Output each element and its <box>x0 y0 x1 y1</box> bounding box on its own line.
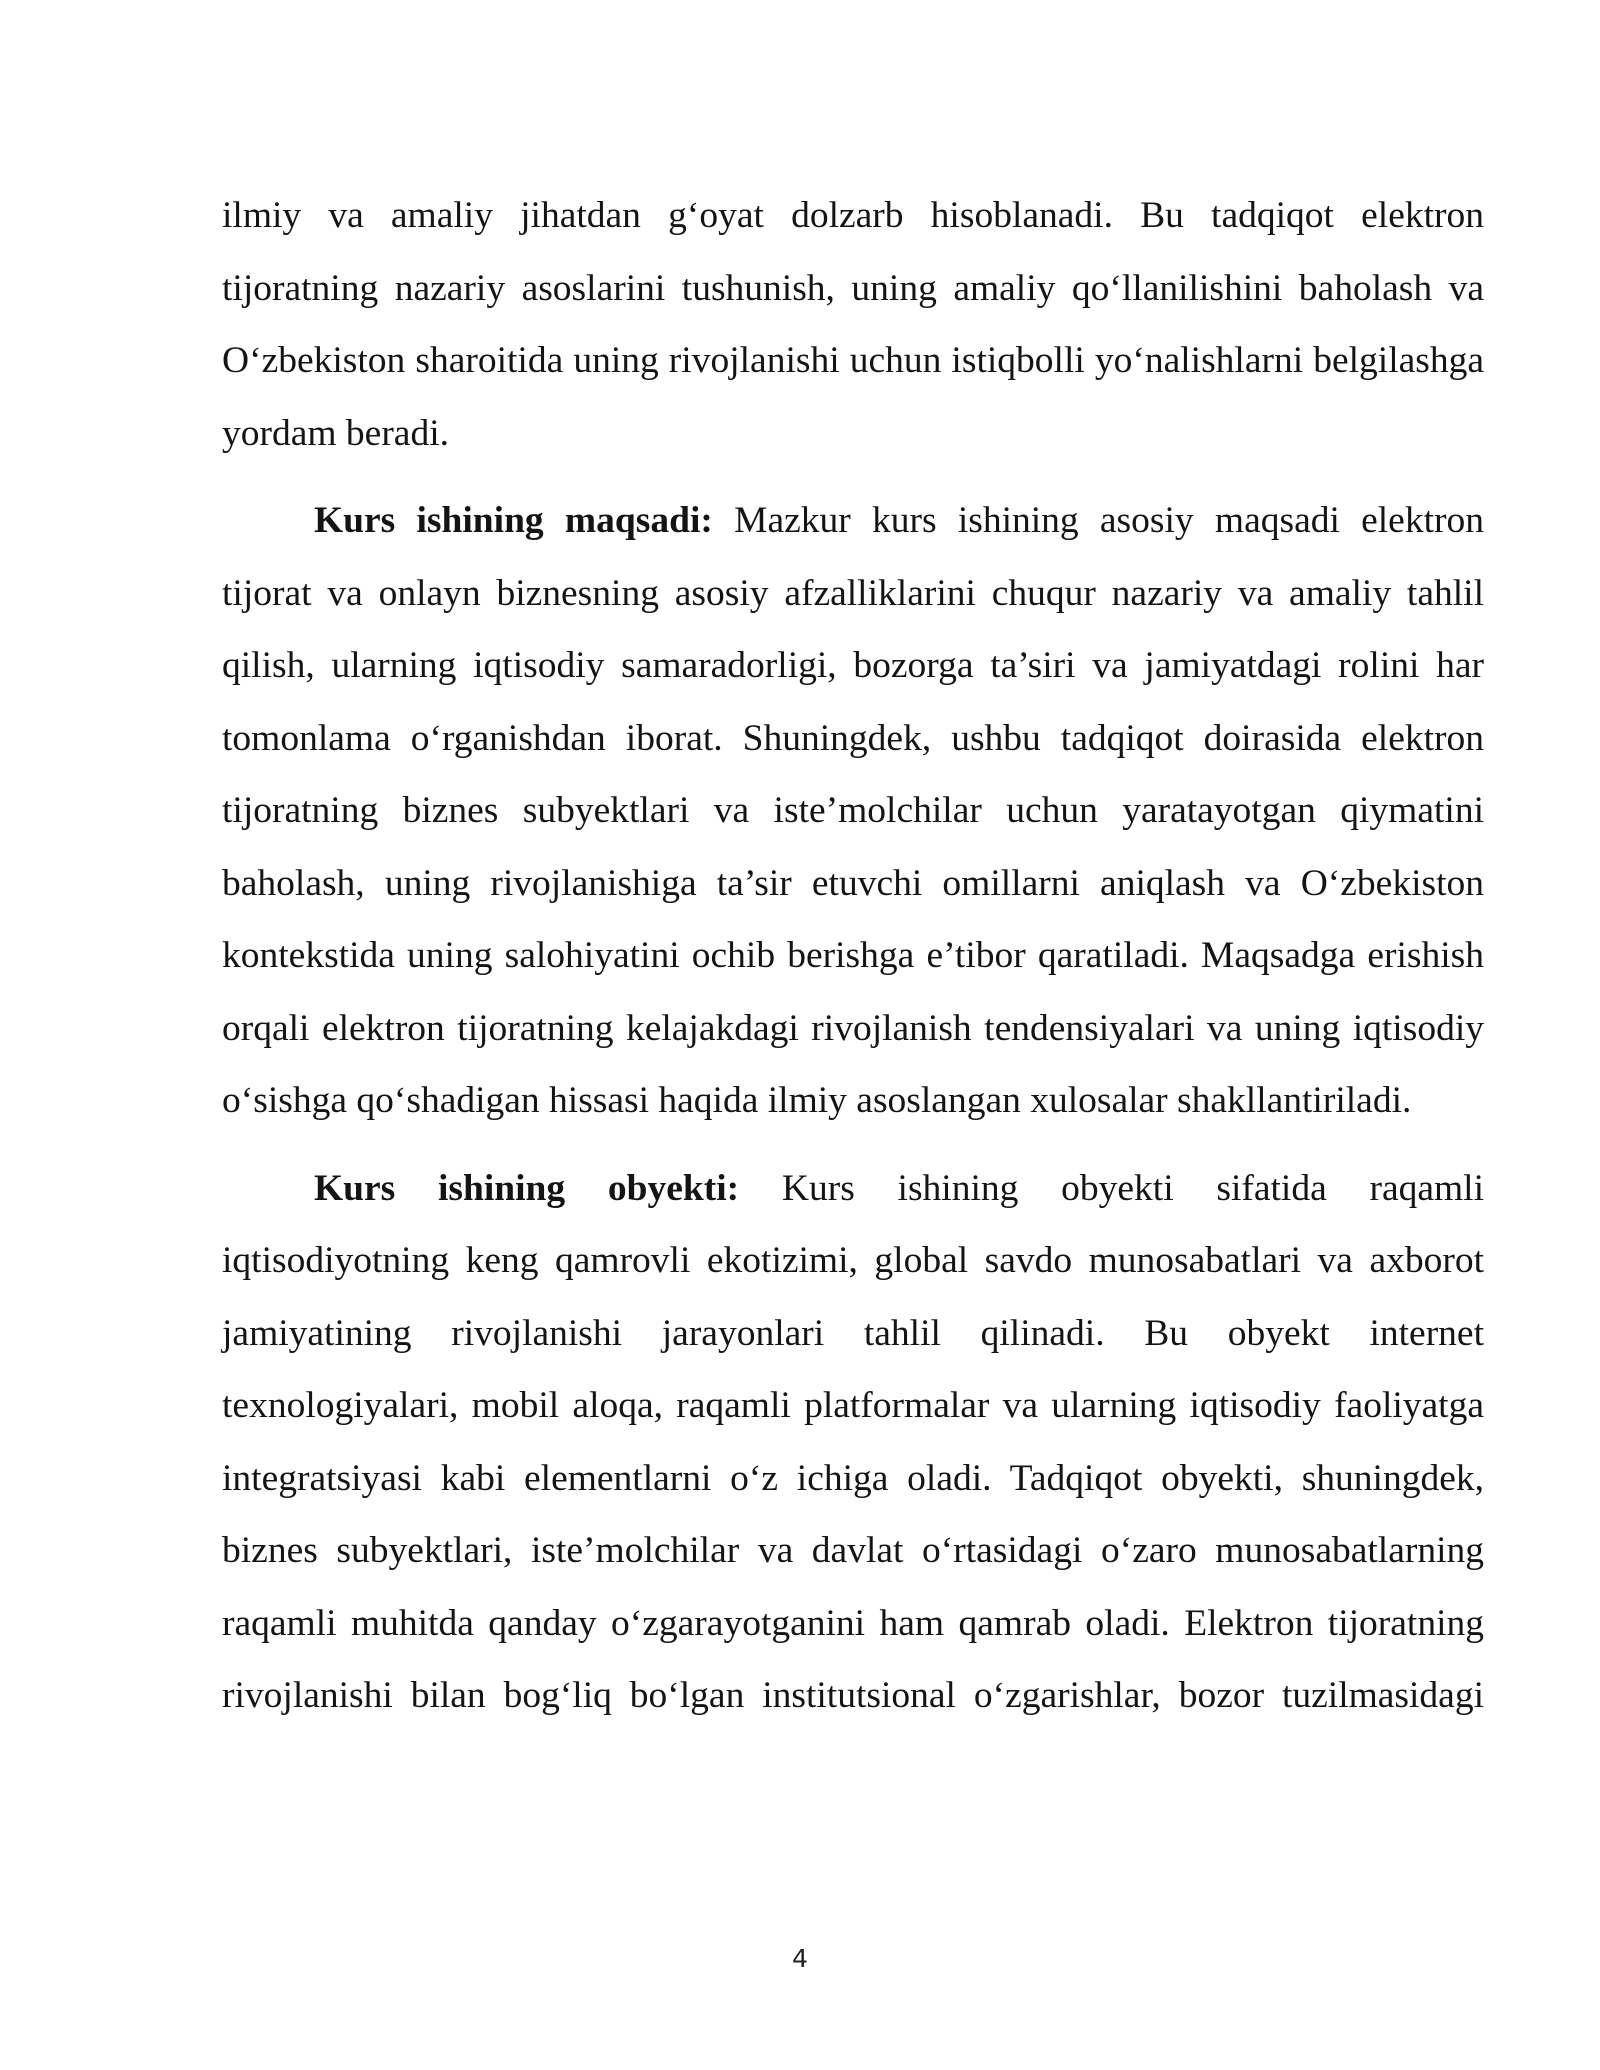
paragraph-text: Mazkur kurs ishining asosiy maqsadi elektron tijorat va onlayn biznesning asosiy afzalliklarini chuqur nazariy va amaliy tahlil qilish, ularning iqtisodiy samaradorligi, bozorga ta’siri va jamiyatdagi rolini har tomonlama o‘rganishdan iborat. Shuningdek, ushbu tadqiqot doirasida elektron tijoratning biznes subyektlari va iste’molchilar uchun yaratayotgan qiymatini baholash, uning rivojlanishiga ta’sir etuvchi omillarni aniqlash va O‘zbekiston kontekstida uning salohiyatini ochib berishga e’tibor qaratiladi. Maqsadga erishish orqali elektron tijoratning kelajakdagi rivojlanish tendensiyalari va uning iqtisodiy o‘sishga qo‘shadigan hissasi haqida ilmiy asoslangan xulosalar shakllantiriladi. <box>222 500 1484 1121</box>
paragraph-heading: Kurs ishining maqsadi: <box>314 500 713 541</box>
paragraph-course-goal <box>222 485 1484 1138</box>
page-number: 4 <box>792 1944 808 1973</box>
paragraph-text: ilmiy va amaliy jihatdan g‘oyat dolzarb hisoblanadi. Bu tadqiqot elektron tijoratning nazariy asoslarini tushunish, uning amaliy qo‘llanilishini baholash va O‘zbekiston sharoitida uning rivojlanishi uchun istiqbolli yo‘nalishlarni belgilashga yordam beradi. <box>222 195 1484 454</box>
paragraph-text: Kurs ishining obyekti sifatida raqamli iqtisodiyotning keng qamrovli ekotizimi, global savdo munosabatlari va axborot jamiyatining rivojlanishi jarayonlari tahlil qilinadi. Bu obyekt internet texnologiyalari, mobil aloqa, raqamli platformalar va ularning iqtisodiy faoliyatga integratsiyasi kabi elementlarni o‘z ichiga oladi. Tadqiqot obyekti, shuningdek, biznes subyektlari, iste’molchilar va davlat o‘rtasidagi o‘zaro munosabatlarning raqamli muhitda qanday o‘zgarayotganini ham qamrab oladi. Elektron tijoratning rivojlanishi bilan bog‘liq bo‘lgan institutsional o‘zgarishlar, bozor tuzilmasidagi <box>222 1167 1484 1716</box>
paragraph-course-object <box>222 1153 1484 1733</box>
paragraph-heading: Kurs ishining obyekti: <box>314 1167 740 1209</box>
paragraph-continuation <box>222 180 1484 470</box>
document-body <box>222 180 1484 1733</box>
